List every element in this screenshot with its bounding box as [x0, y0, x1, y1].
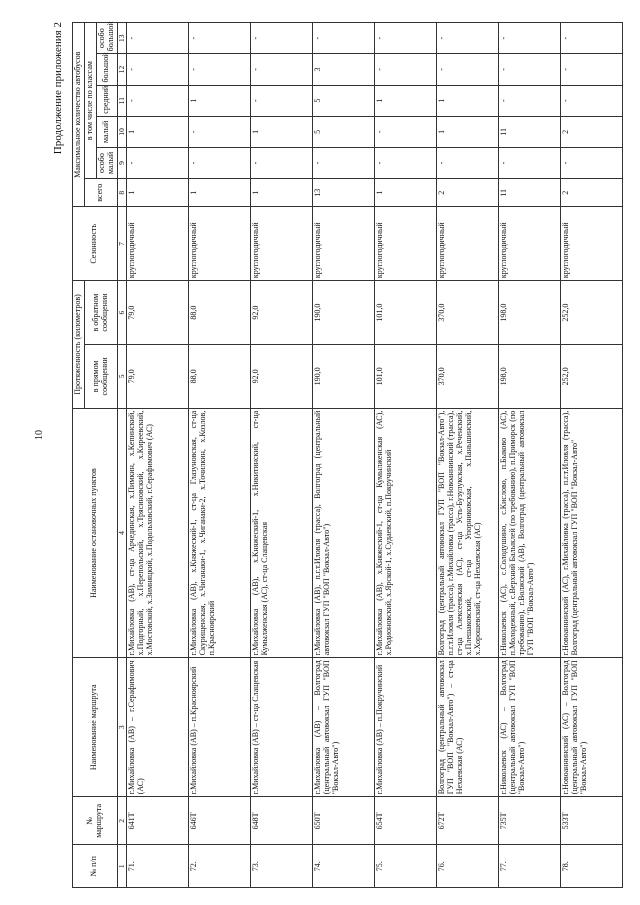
header-route-number: № маршрута	[73, 797, 118, 845]
length-forward: 79,0	[127, 344, 189, 408]
buses-total: 1	[375, 179, 437, 207]
col-num: 9	[117, 147, 126, 178]
length-reverse: 101,0	[375, 281, 437, 345]
buses-total: 2	[437, 179, 499, 207]
route-stops: г.Михайловка (АВ), ст-ца Арчединская, х.Пимкин, х.Кепинский, х.Подгорный, х.Перепольский, х.Трясиновский, х.Киреевский, х.Мостовской, х.Зимняцкий, х.Подольховский, г.Серафимович (АС)	[127, 408, 189, 658]
row-number: 77.	[499, 845, 561, 888]
header-forward: в прямом сообщении	[84, 344, 117, 408]
col-num: 12	[117, 54, 126, 85]
buses-medium: -	[127, 85, 189, 116]
length-forward: 101,0	[375, 344, 437, 408]
seasonality: круглогодичный	[499, 207, 561, 281]
table-row	[499, 23, 561, 888]
col-num: 4	[117, 408, 126, 658]
header-reverse: в обратном сообщении	[84, 281, 117, 345]
route-number: 648Т	[251, 797, 313, 845]
buses-large: -	[127, 54, 189, 85]
column-number-row	[117, 23, 126, 888]
length-forward: 198,0	[499, 344, 561, 408]
col-num: 8	[117, 179, 126, 207]
buses-total: 1	[127, 179, 189, 207]
seasonality: круглогодичный	[313, 207, 375, 281]
length-reverse: 190,0	[313, 281, 375, 345]
header-small: малый	[96, 116, 117, 147]
buses-extra-large: -	[499, 23, 561, 54]
length-reverse: 370,0	[437, 281, 499, 345]
buses-extra-large: -	[437, 23, 499, 54]
table-row	[251, 23, 313, 888]
appendix-title: Продолжение приложения 2	[52, 22, 64, 155]
row-number: 78.	[561, 845, 623, 888]
header-length: Протяженность (километров)	[73, 281, 85, 409]
route-number: 735Т	[499, 797, 561, 845]
buses-medium: 5	[313, 85, 375, 116]
buses-total: 1	[189, 179, 251, 207]
row-number: 74.	[313, 845, 375, 888]
row-number: 73.	[251, 845, 313, 888]
buses-large: 3	[313, 54, 375, 85]
route-number: 650Т	[313, 797, 375, 845]
buses-small: 11	[499, 116, 561, 147]
buses-small: 1	[251, 116, 313, 147]
col-num: 13	[117, 23, 126, 54]
buses-medium: 1	[189, 85, 251, 116]
buses-extra-large: -	[251, 23, 313, 54]
buses-extra-small: -	[251, 147, 313, 178]
buses-extra-large: -	[561, 23, 623, 54]
length-forward: 88,0	[189, 344, 251, 408]
seasonality: круглогодичный	[251, 207, 313, 281]
seasonality: круглогодичный	[375, 207, 437, 281]
col-num: 3	[117, 658, 126, 797]
buses-extra-large: -	[375, 23, 437, 54]
header-np: № п/п	[73, 845, 118, 888]
route-stops: г.Михайловка (АВ), х.Княжеский-1, ст-ца Кумылженская (АС), х.Родионовский, х.Ярской-1, х.Судаевский, п.Покручинский	[375, 408, 437, 658]
buses-small: 1	[437, 116, 499, 147]
route-stops: г.Новоаннинский (АС), г.Михайловка (трасса), п.г.т.Иловля (трасса), Волгоград (центральный автовокзал ГУП "ВОП "Вокзал-Авто"	[561, 408, 623, 658]
header-route-name: Наименование маршрута	[73, 658, 118, 797]
route-stops: г.Михайловка (АВ), х.Княжеский-1, х.Никитинский, ст-ца Кумылженская (АС), ст-ца Слащевская	[251, 408, 313, 658]
buses-small: -	[189, 116, 251, 147]
length-forward: 92,0	[251, 344, 313, 408]
buses-large: -	[251, 54, 313, 85]
page-number: 10	[34, 430, 45, 440]
row-number: 76.	[437, 845, 499, 888]
buses-medium: -	[561, 85, 623, 116]
rotated-page-content	[42, 20, 602, 888]
buses-extra-small: -	[499, 147, 561, 178]
route-name: г.Новоаннинский (АС) – Волгоград (центральный автовокзал ГУП "ВОП "Вокзал-Авто")	[561, 658, 623, 797]
buses-large: -	[561, 54, 623, 85]
route-number: 533Т	[561, 797, 623, 845]
route-name: г.Николаевск (АС) – Волгоград (центральный автовокзал ГУП "ВОП "Вокзал-Авто")	[499, 658, 561, 797]
header-large: большой	[96, 54, 117, 85]
length-reverse: 79,0	[127, 281, 189, 345]
col-num: 10	[117, 116, 126, 147]
route-name: Волгоград (центральный автовокзал ГУП "ВОП "Вокзал-Авто") – ст-ца Нехаевская (АС)	[437, 658, 499, 797]
header-extra-small: особо малый	[96, 147, 117, 178]
buses-medium: 1	[437, 85, 499, 116]
row-number: 72.	[189, 845, 251, 888]
buses-small: 2	[561, 116, 623, 147]
route-number: 672Т	[437, 797, 499, 845]
routes-table	[72, 22, 623, 888]
header-medium: средний	[96, 85, 117, 116]
header-total: всего	[84, 179, 117, 207]
seasonality: круглогодичный	[561, 207, 623, 281]
route-name: г.Михайловка (АВ) – Волгоград (центральный автовокзал ГУП "ВОП "Вокзал-Авто")	[313, 658, 375, 797]
buses-medium: 1	[375, 85, 437, 116]
route-number: 646Т	[189, 797, 251, 845]
route-name: г.Михайловка (АВ) – п.Красноярский	[189, 658, 251, 797]
buses-total: 11	[499, 179, 561, 207]
seasonality: круглогодичный	[437, 207, 499, 281]
header-season: Сезонность	[73, 207, 118, 281]
header-extra-large: особо большой	[96, 23, 117, 54]
buses-extra-small: -	[375, 147, 437, 178]
table-row	[313, 23, 375, 888]
table-row	[561, 23, 623, 888]
buses-large: -	[437, 54, 499, 85]
length-forward: 370,0	[437, 344, 499, 408]
buses-total: 1	[251, 179, 313, 207]
col-num: 6	[117, 281, 126, 345]
buses-small: -	[375, 116, 437, 147]
row-number: 75.	[375, 845, 437, 888]
table-body	[127, 23, 623, 888]
col-num: 5	[117, 344, 126, 408]
length-reverse: 252,0	[561, 281, 623, 345]
buses-extra-large: -	[313, 23, 375, 54]
route-stops: Волгоград (центральный автовокзал ГУП "ВОП "Вокзал-Авто"), п.г.т.Иловля (трасса), г.Михайловка (трасса), г.Новоаннинский (трасса), ст-ца Алексеевская (АС), ст-ца Усть-Бузулукская, х.Реченский, х.Плешаковский, ст-ца Упорниковская, х.Паньшинский, х.Хорошевский, ст-ца Нехаевская (АС)	[437, 408, 499, 658]
col-num: 7	[117, 207, 126, 281]
buses-extra-small: -	[561, 147, 623, 178]
buses-large: -	[375, 54, 437, 85]
length-reverse: 88,0	[189, 281, 251, 345]
route-name: г.Михайловка (АВ) – ст-ца Слащевская	[251, 658, 313, 797]
length-forward: 190,0	[313, 344, 375, 408]
length-reverse: 92,0	[251, 281, 313, 345]
buses-extra-small: -	[437, 147, 499, 178]
buses-small: 1	[127, 116, 189, 147]
buses-total: 2	[561, 179, 623, 207]
buses-extra-small: -	[189, 147, 251, 178]
buses-large: -	[189, 54, 251, 85]
length-reverse: 198,0	[499, 281, 561, 345]
route-number: 654Т	[375, 797, 437, 845]
route-number: 641Т	[127, 797, 189, 845]
buses-extra-small: -	[127, 147, 189, 178]
route-stops: г.Николаевск (АС), с.Солодушино, с.Кислово, п.Быково (АС), п.Молодежный, с.Верхний Балыклей (по требованию), п.Приморск (по требованию), г.Волжский (АВ), Волгоград (центральный автовокзал ГУП "ВОП "Вокзал-Авто")	[499, 408, 561, 658]
table-row	[437, 23, 499, 888]
buses-small: 5	[313, 116, 375, 147]
table-row	[189, 23, 251, 888]
route-stops: г.Михайловка (АВ), х.Княжеский-1, ст-ца Глазуновская, ст-ца Скурищенская, х.Чиганаки-1, х.Чиганаки-2, х.Точилкин, х.Козлов, п.Красноярский	[189, 408, 251, 658]
header-stops: Наименование остановочных пунктов	[73, 408, 118, 658]
col-num: 1	[117, 845, 126, 888]
route-name: г.Михайловка (АВ) – г.Серафимович (АС)	[127, 658, 189, 797]
table-header	[73, 23, 127, 888]
buses-medium: -	[251, 85, 313, 116]
table-row	[127, 23, 189, 888]
buses-large: -	[499, 54, 561, 85]
col-num: 11	[117, 85, 126, 116]
seasonality: круглогодичный	[189, 207, 251, 281]
buses-extra-large: -	[189, 23, 251, 54]
length-forward: 252,0	[561, 344, 623, 408]
buses-extra-small: -	[313, 147, 375, 178]
buses-medium: -	[499, 85, 561, 116]
buses-total: 13	[313, 179, 375, 207]
route-name: г.Михайловка (АВ) – п.Покручинский	[375, 658, 437, 797]
header-by-class: в том числе по классам	[84, 23, 96, 179]
table-row	[375, 23, 437, 888]
buses-extra-large: -	[127, 23, 189, 54]
col-num: 2	[117, 797, 126, 845]
route-stops: г.Михайловка (АВ), п.г.т.Иловля (трасса), Волгоград (центральный автовокзал ГУП "ВОП "Вокзал-Авто")	[313, 408, 375, 658]
row-number: 71.	[127, 845, 189, 888]
seasonality: круглогодичный	[127, 207, 189, 281]
header-max-buses: Максимальное количество автобусов	[73, 23, 85, 207]
